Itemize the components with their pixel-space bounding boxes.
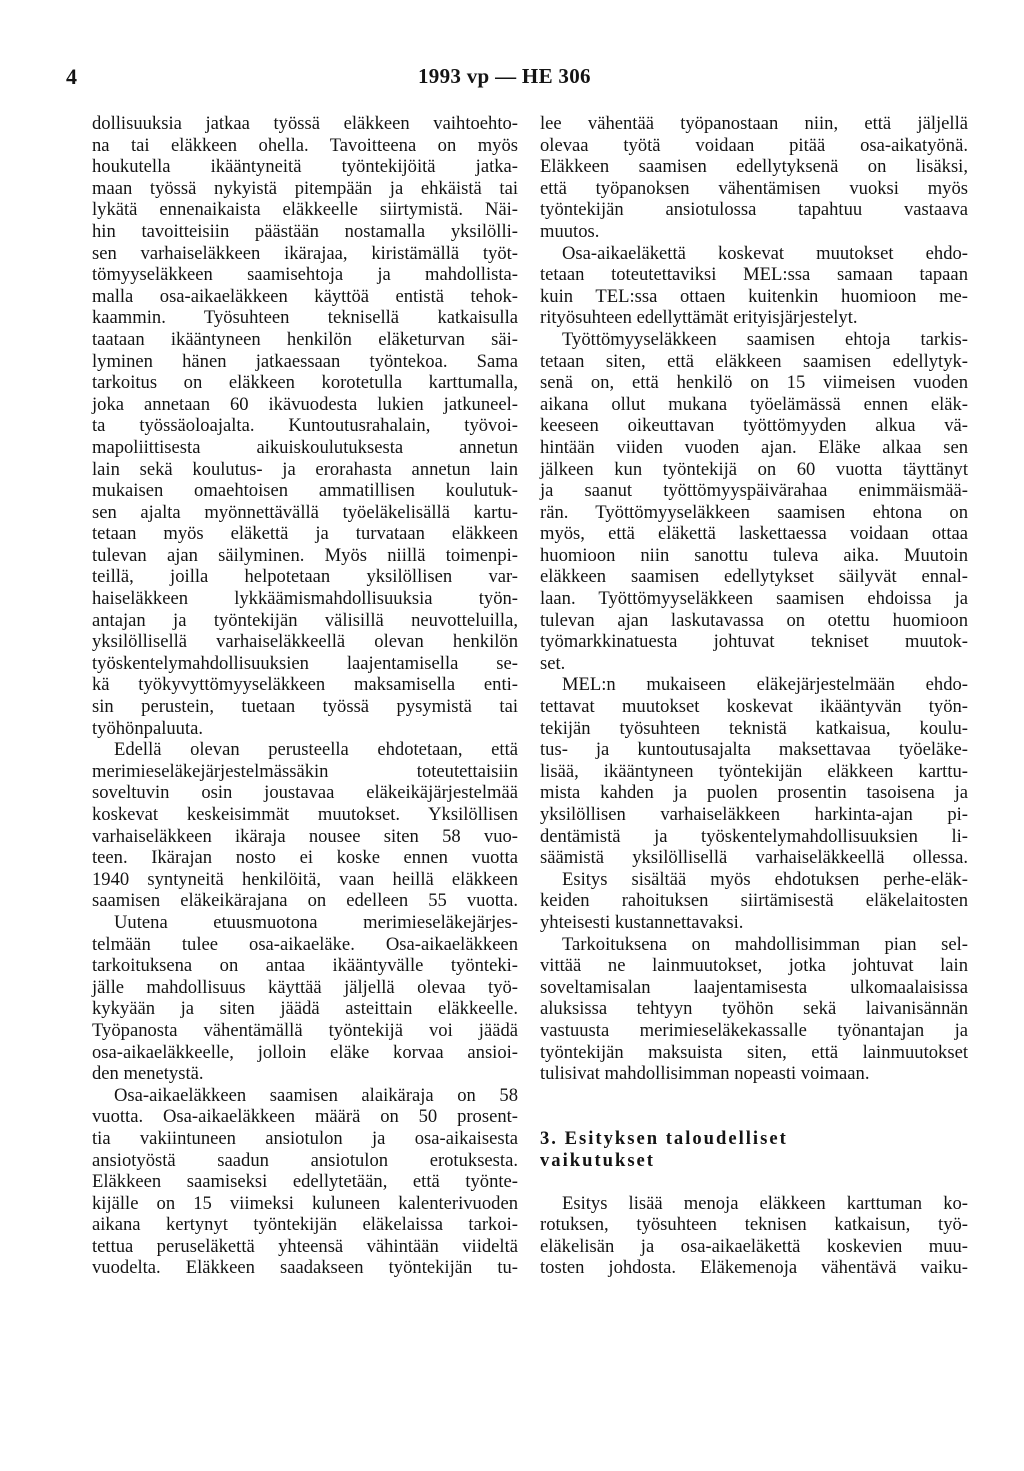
text-line: lee vähentää työpanostaan niin, että jäljellä	[540, 113, 968, 134]
text-line: ja saanut työttömyyspäivärahaa enimmäismää-	[540, 480, 968, 502]
text-line: keiden rahoituksen siirtämisestä eläkelaitosten	[540, 890, 968, 912]
text-line: vastuusta merimieseläkekassalle työnantajan ja	[540, 1019, 968, 1041]
blank-line	[540, 1171, 968, 1193]
text-line: vuodelta. Eläkkeen saadakseen työntekijän tu-	[92, 1257, 518, 1279]
left-text-column	[92, 113, 518, 1279]
text-line: myös, että eläkettä laskettaessa voidaan ottaa	[540, 523, 968, 545]
text-line: kykyään ja siten jäädä asteittain eläkkeelle.	[92, 998, 518, 1020]
text-line: osa-aikaeläkkeelle, jolloin eläke korvaa ansioi-	[92, 1041, 518, 1063]
text-line: tia vakiintuneen ansiotulon ja osa-aikaisesta	[92, 1127, 518, 1149]
text-line: joka annetaan 60 ikävuodesta lukien jatkuneel-	[92, 393, 518, 415]
text-line: mapoliittisesta aikuiskoulutuksesta annetun	[92, 436, 518, 458]
text-line: Tarkoituksena on mahdollisimman pian sel-	[562, 933, 968, 955]
text-line: soveltuvin osin joustavaa eläkeikäjärjestelmää	[92, 782, 518, 804]
text-line: koskevat keskeisimmät muutokset. Yksilöllisen	[92, 804, 518, 825]
text-line: muutos.	[540, 220, 600, 242]
page-number: 4	[66, 64, 77, 89]
text-line: teillä, joilla helpotetaan yksilöllisen var-	[92, 566, 518, 588]
text-line: tosten johdosta. Eläkemenoja vähentävä vaiku-	[540, 1257, 968, 1279]
text-line: teen. Ikärajan nosto ei koske ennen vuotta	[92, 847, 518, 869]
text-line: huomioon niin sanottu tuleva aika. Muutoin	[540, 544, 968, 566]
text-line: set.	[540, 652, 566, 674]
text-line: 1940 syntyneitä henkilöitä, vaan heillä eläkkeen	[92, 868, 518, 890]
text-line: olevaa työtä voidaan pitää osa-aikatyönä.	[540, 134, 968, 156]
text-line: Esitys sisältää myös ehdotuksen perhe-eläk-	[562, 868, 968, 890]
text-line: aikana kertynyt työntekijän eläkelaissa tarkoi-	[92, 1214, 518, 1236]
text-line: tettua peruseläkettä yhteensä vähintään viideltä	[92, 1235, 518, 1257]
text-line: tömyyseläkkeen saamisehtoja ja mahdollista-	[92, 264, 518, 286]
text-line: vittää ne lainmuutokset, jotka johtuvat lain	[540, 955, 968, 977]
text-line: tetaan toteutettaviksi MEL:ssa samaan tapaan	[540, 264, 968, 286]
text-line: Osa-aikaeläkettä koskevat muutokset ehdo-	[562, 242, 968, 264]
text-line: Eläkkeen saamiseksi edellytetään, että työnte-	[92, 1171, 518, 1193]
text-line: Uutena etuusmuotona merimieseläkejärjes-	[114, 911, 518, 933]
text-line: telmään tulee osa-aikaeläke. Osa-aikaeläkkeen	[92, 933, 518, 955]
text-line: dollisuuksia jatkaa työssä eläkkeen vaihtoehto-	[92, 113, 518, 134]
running-title: 1993 vp — HE 306	[418, 64, 591, 88]
text-line: senä on, että henkilö on 15 viimeisen vuoden	[540, 372, 968, 394]
text-line: työskentelymahdollisuuksien laajentamisella se-	[92, 652, 518, 674]
text-line: eläkkeen saamisen edellytykset säilyvät ennal-	[540, 566, 968, 588]
text-line: MEL:n mukaiseen eläkejärjestelmään ehdo-	[562, 674, 968, 696]
text-line: sen ajalta myönnettävällä työeläkelisällä kartu-	[92, 501, 518, 523]
text-line: eläkelisän ja osa-aikaeläkettä koskevien muu-	[540, 1235, 968, 1257]
text-line: kaammin. Työsuhteen teknisellä katkaisulla	[92, 307, 518, 329]
text-line: saamisen eläkeikärajana on edelleen 55 vuotta.	[92, 890, 518, 912]
text-line: että työpanoksen vähentämisen vuoksi myös	[540, 177, 968, 199]
text-line: Työpanosta vähentämällä työntekijä voi jäädä	[92, 1019, 518, 1041]
text-line: työntekijän ansiotulossa tapahtuu vastaava	[540, 199, 968, 221]
text-line: tulisivat mahdollisimman nopeasti voimaan.	[540, 1063, 870, 1085]
text-line: rotuksen, työsuhteen teknisen katkaisun, työ-	[540, 1214, 968, 1236]
text-line: varhaiseläkkeen ikäraja nousee siten 58 vuo-	[92, 825, 518, 847]
text-line: yhteisesti kustannettavaksi.	[540, 911, 744, 933]
text-line: aluksissa tehtyyn työhön sekä laivanisännän	[540, 998, 968, 1020]
text-line: malla osa-aikaeläkkeen käyttöä entistä tehok-	[92, 285, 518, 307]
text-line: työntekijän maksuista siten, että lainmuutokset	[540, 1041, 968, 1063]
text-line: yksilöllisellä varhaiseläkkeellä olevan henkilön	[92, 631, 518, 653]
text-line: sen varhaiseläkkeen ikärajaa, kiristämällä työt-	[92, 242, 518, 264]
blank-line	[540, 1085, 968, 1107]
text-line: tekijän työsuhteen teknistä katkaisua, koulu-	[540, 717, 968, 739]
text-line: tus- ja kuntoutusajalta maksettavaa työeläke-	[540, 739, 968, 761]
text-line: tetaan siten, että eläkkeen saamisen edellytyk-	[540, 350, 968, 372]
text-line: Työttömyyseläkkeen saamisen ehtoja tarkis-	[562, 328, 968, 350]
text-line: rän. Työttömyyseläkkeen saamisen ehtona on	[540, 501, 968, 523]
text-line: haiseläkkeen lykkäämismahdollisuuksia työn-	[92, 588, 518, 610]
text-line: houkutella ikääntyneitä työntekijöitä jatka-	[92, 156, 518, 178]
text-line: tetaan myös eläkettä ja turvataan eläkkeen	[92, 523, 518, 545]
text-line: Osa-aikaeläkkeen saamisen alaikäraja on 58	[114, 1084, 518, 1106]
text-line: jälkeen kun työntekijä on 60 vuotta täyttänyt	[540, 458, 968, 480]
text-line: työmarkkinatuesta johtuvat tekniset muutok-	[540, 631, 968, 653]
text-line: kijälle on 15 viimeksi kuluneen kalenterivuoden	[92, 1192, 518, 1214]
text-line: laan. Työttömyyseläkkeen saamisen ehdoissa ja	[540, 588, 968, 610]
text-line: lisää, ikääntyneen työntekijän eläkkeen karttu-	[540, 760, 968, 782]
section-heading: vaikutukset	[540, 1149, 655, 1171]
text-line: tulevan ajan säilyminen. Myös niillä toimenpi-	[92, 544, 518, 566]
text-line: tarkoituksena on antaa ikääntyvälle työnteki-	[92, 955, 518, 977]
text-line: tettavat muutokset koskevat ikääntyvän työn-	[540, 696, 968, 718]
text-line: mukaisen omaehtoisen ammatillisen koulutuk-	[92, 480, 518, 502]
text-line: Eläkkeen saamisen edellytyksenä on lisäksi,	[540, 156, 968, 178]
page-header	[66, 64, 966, 94]
text-line: merimieseläkejärjestelmässäkin toteutettaisiin	[92, 760, 518, 782]
text-line: mista kahden ja puolen prosentin tasoisena ja	[540, 782, 968, 804]
text-line: työhönpaluuta.	[92, 717, 204, 739]
text-line: lain sekä koulutus- ja erorahasta annetun lain	[92, 458, 518, 480]
text-line: taataan ikääntyneen henkilön eläketurvan säi-	[92, 328, 518, 350]
text-line: hin tavoitteisiin päästään nostamalla yksilölli-	[92, 220, 518, 242]
text-line: tarkoitus on eläkkeen korotetulla karttumalla,	[92, 372, 518, 394]
text-line: säämistä yksilöllisellä varhaiseläkkeellä ollessa.	[540, 847, 968, 869]
text-line: antajan ja työntekijän välisillä neuvotteluilla,	[92, 609, 518, 631]
text-line: soveltamisalan laajentamisesta ulkomaalaisissa	[540, 976, 968, 998]
text-line: sin perustein, tuetaan työssä pysymistä tai	[92, 696, 518, 718]
text-line: lyminen hänen jatkaessaan työntekoa. Sama	[92, 350, 518, 372]
text-line: den menetystä.	[92, 1063, 204, 1085]
text-line: rityösuhteen edellyttämät erityisjärjestelyt.	[540, 307, 858, 329]
text-line: Edellä olevan perusteella ehdotetaan, että	[114, 739, 518, 761]
text-line: ansiotyöstä saadun ansiotulon erotuksesta.	[92, 1149, 518, 1171]
text-line: aikana ollut mukana työelämässä ennen eläk-	[540, 393, 968, 415]
text-line: lykätä ennenaikaista eläkkeelle siirtymistä. Näi-	[92, 199, 518, 221]
text-line: vuotta. Osa-aikaeläkkeen määrä on 50 prosent-	[92, 1106, 518, 1128]
text-line: yksilöllisen varhaiseläkkeen harkinta-ajan pi-	[540, 804, 968, 825]
text-line: Esitys lisää menoja eläkkeen karttuman ko-	[562, 1192, 968, 1214]
blank-line	[540, 1106, 968, 1128]
section-heading: 3. Esityksen taloudelliset	[540, 1127, 788, 1149]
text-line: kuin TEL:ssa ottaen kuitenkin huomioon me-	[540, 285, 968, 307]
text-line: tulevan ajan laskutavassa on otettu huomioon	[540, 609, 968, 631]
text-line: kä työkyvyttömyyseläkkeen maksamisella enti-	[92, 674, 518, 696]
text-line: jälle mahdollisuus käyttää jäljellä olevaa työ-	[92, 976, 518, 998]
right-text-column	[540, 113, 968, 1279]
text-line: na tai eläkkeen ohella. Tavoitteena on myös	[92, 134, 518, 156]
text-line: keeseen oikeuttavan työttömyyden alkua vä-	[540, 415, 968, 437]
text-line: dentämistä ja työskentelymahdollisuuksien li-	[540, 825, 968, 847]
text-line: hintään viiden vuoden ajan. Eläke alkaa sen	[540, 436, 968, 458]
text-line: maan työssä nykyistä pitempään ja ehkäistä tai	[92, 177, 518, 199]
text-line: ta työssäoloajalta. Kuntoutusrahalain, työvoi-	[92, 415, 518, 437]
